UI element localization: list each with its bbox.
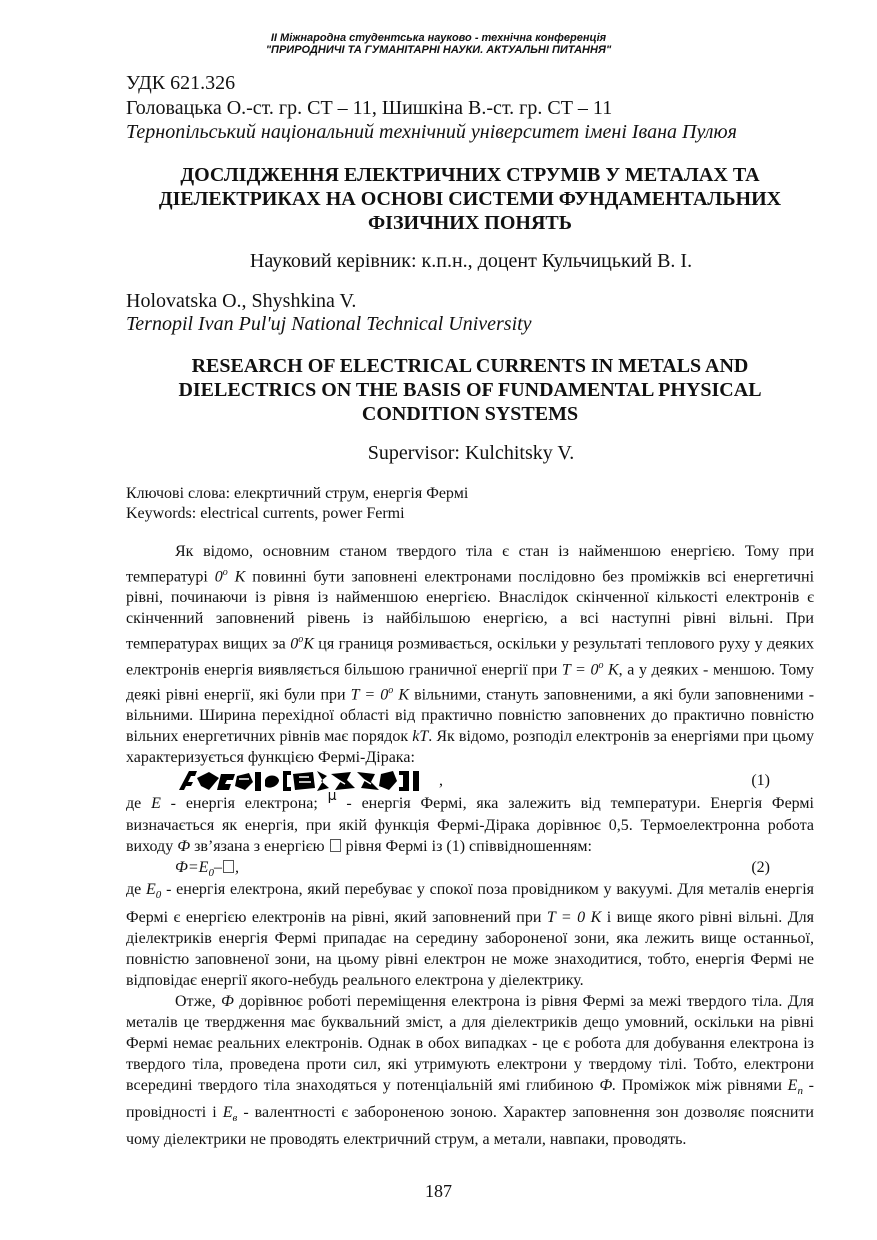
missing-glyph-box	[223, 860, 234, 873]
fermi-dirac-formula-image	[175, 768, 437, 800]
garbled-formula-graphic	[175, 768, 437, 794]
title-ua	[110, 163, 830, 235]
missing-glyph-box	[330, 839, 341, 852]
authors-en: Holovatska O., Shyshkina V.	[126, 290, 357, 312]
equation-2-number: (2)	[751, 859, 770, 877]
udk-code: УДК 621.326	[126, 72, 236, 94]
title-ua-line: ФІЗИЧНИХ ПОНЯТЬ	[368, 212, 572, 234]
equation-1-comma: ,	[439, 772, 443, 790]
equation-2-formula: $Ф=E_0-$ ,	[175, 859, 239, 880]
supervisor-ua: Науковий керівник: к.п.н., доцент Кульчицький В. І.	[249, 250, 693, 272]
supervisor-en: Supervisor: Kulchitsky V.	[367, 442, 575, 464]
conference-subtitle: "ПРИРОДНИЧІ ТА ГУМАНІТАРНІ НАУКИ. АКТУАЛЬНІ ПИТАННЯ"	[265, 44, 612, 56]
paragraph-work-function: Отже, Ф дорівнює роботі переміщення електрона із рівня Фермі за межі твердого тіла. Для металів це твердження має буквальний зміст, а для діелектриків дещо умовний, оскільки на рівні Фермі немає реальних електронів. Однак в обох випадках - це є робота для добування електрона із твердого тіла, проведена проти сил, які утримують електрони у твердому тілі. Тобто, електрони всередині твердого тіла знаходяться у потенціальній ямі глибиною Ф. Проміжок між рівнями $E_n$ - провідності і $E_в$ - валентності є забороненою зоною. Характер заповнення зон дозволяє пояснити чому діелектрики не проводять електричний струм, а метали, навпаки, проводять.	[126, 992, 815, 1148]
title-en-line: RESEARCH OF ELECTRICAL CURRENTS IN METALS AND	[191, 355, 749, 377]
affiliation-ua: Тернопільський національний технічний університет імені Івана Пулюя	[126, 121, 737, 143]
paragraph-definitions: де E - енергія електрона; μ - енергія Фермі, яка залежить від температури. Енергія Фермі визначається як енергія, при якій функція Фермі-Дірака дорівнює 0,5. Термоелектронна робота виходу Ф зв’язана з енергією рівня Фермі із (1) співвідношенням:	[126, 788, 815, 856]
title-en	[110, 354, 830, 426]
equation-1-number: (1)	[751, 772, 770, 790]
conference-name: II Міжнародна студентська науково - технічна конференція	[270, 32, 607, 44]
keywords-ua: Ключові слова: елекртичний струм, енергія Фермі	[126, 485, 469, 502]
title-en-line: DIELECTRICS ON THE BASIS OF FUNDAMENTAL PHYSICAL	[178, 379, 762, 401]
keywords-en: Keywords: electrical currents, power Fermi	[126, 505, 405, 522]
equation-1	[126, 768, 814, 793]
affiliation-en: Ternopil Ivan Pul'uj National Technical University	[126, 313, 532, 335]
page-number: 187	[425, 1181, 452, 1201]
equation-2	[126, 857, 814, 879]
title-ua-line: ДІЕЛЕКТРИКАХ НА ОСНОВІ СИСТЕМИ ФУНДАМЕНТАЛЬНИХ	[158, 188, 782, 210]
article-body	[126, 541, 814, 1150]
paragraph-e0: де $E_0$ - енергія електрона, який перебуває у спокої поза провідником у вакуумі. Для металів енергія Фермі є енергією електронів на рівні, який заповнений при T = 0 K і вище якого рівні вільні. Для діелектриків енергія Фермі припадає на середину забороненої зони, яка лежить вище останньої, повністю заповненої зони, на цьому рівні електрон не може знаходитися, тобто, енергія Фермі не відповідає енергії якого-небудь реального електрона у діелектрику.	[126, 881, 814, 989]
title-en-line: CONDITION SYSTEMS	[361, 403, 579, 425]
title-ua-line: ДОСЛІДЖЕННЯ ЕЛЕКТРИЧНИХ СТРУМІВ У МЕТАЛАХ ТА	[180, 164, 760, 186]
authors-ua: Головацька О.-ст. гр. СТ – 11, Шишкіна В.-ст. гр. СТ – 11	[126, 97, 613, 119]
paragraph-intro: Як відомо, основним станом твердого тіла є стан із найменшою енергією. Тому при температурі 0$^o$ К повинні бути заповнені електронами послідовно без проміжків всі енергетичні рівні, починаючи із рівня із найменшою енергією. Внаслідок скінченної кількості електронів є скінченний заповнений рівень із найбільшою енергією, а всі наступні рівні вільні. При температурах вищих за 0$^o$К ця границя розмивається, оскільки у результаті теплового руху у деяких електронів енергія виявляється більшою граничної енергії при $T = 0^o$ К, а у деяких - меншою. Тому деякі рівні енергії, які були при $T = 0^o$ К вільними, стануть заповненими, а які були заповненими - вільними. Ширина перехідної області від практично повністю заповнених до практично повністю вільних енергетичних рівнів має порядок kT. Як відомо, розподіл електронів за енергіями при цьому характеризується функцією Фермі-Дірака:	[126, 543, 815, 767]
mu-symbol: μ	[327, 788, 337, 805]
